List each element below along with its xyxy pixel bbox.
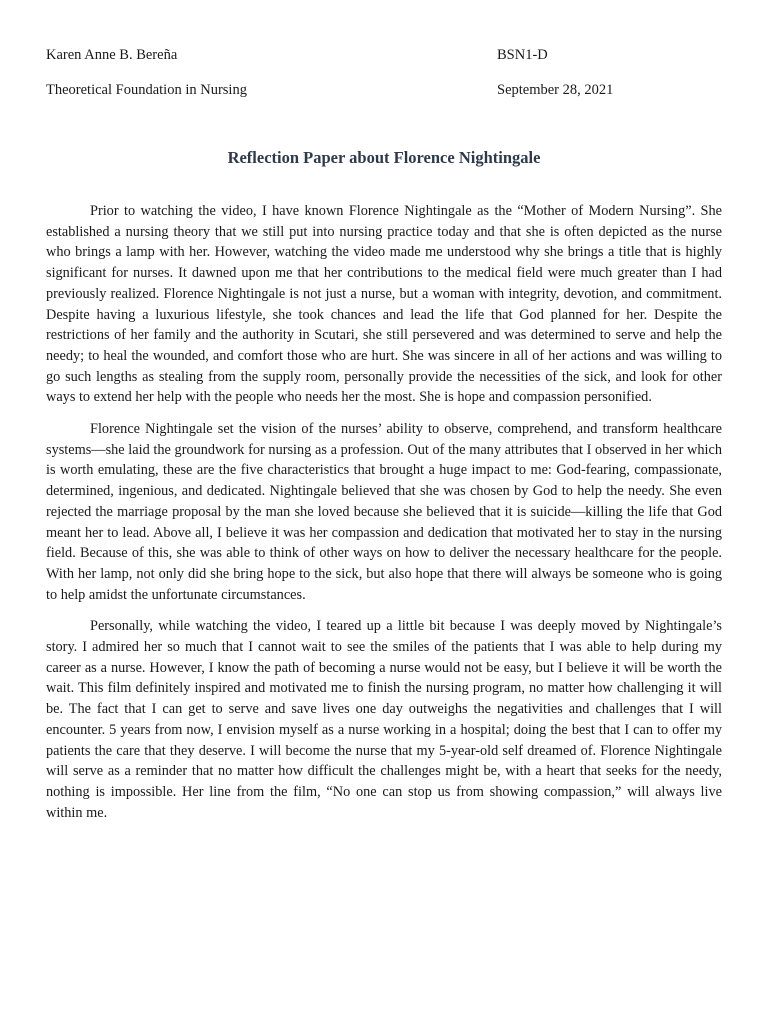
- document-title: Reflection Paper about Florence Nightingale: [227, 148, 541, 167]
- paragraph-2: Florence Nightingale set the vision of the nurses’ ability to observe, comprehend, and transform healthcare systems—she laid the groundwork for nursing as a profession. Out of the many attributes that I observed in her which is worth emulating, these are the five characteristics that brought a huge impact to me: God-fearing, compassionate, determined, ingenious, and dedicated. Nightingale believed that she was chosen by God to help the needy. She even rejected the marriage proposal by the man she loved because she believed that it is suicide—killing the life that God meant her to lead. Above all, I believe it was her compassion and dedication that motivated her to stay in the nursing field. Because of this, she was able to think of other ways on how to deliver the necessary healthcare for the people. With her lamp, not only did she bring hope to the sick, but also hope that there will always be someone who is going to help amidst the unfortunate circumstances.: [46, 421, 722, 603]
- author-name: Karen Anne B. Bereña: [46, 47, 178, 63]
- paragraph-1: Prior to watching the video, I have known Florence Nightingale as the “Mother of Modern Nursing”. She established a nursing theory that we still put into nursing practice today and that she is often depicted as the nurse who brings a lamp with her. However, watching the video made me understood why she brings a title that is highly significant for nurses. It dawned upon me that her contributions to the medical field were much greater than I had previously realized. Florence Nightingale is not just a nurse, but a woman with integrity, devotion, and commitment. Despite having a luxurious lifestyle, she took chances and lead the life that God planned for her. Despite the restrictions of her family and the authority in Scutari, she still persevered and was determined to serve and help the needy; to heal the wounded, and comfort those who are hurt. She was sincere in all of her actions and was willing to go such lengths as stealing from the supply room, personally provide the necessities of the sick, and look for other ways to extend her help with the people who needs her the most. She is hope and compassion personified.: [46, 203, 722, 406]
- document-body: [46, 201, 722, 834]
- course-name: Theoretical Foundation in Nursing: [46, 82, 247, 98]
- section-code: BSN1-D: [497, 47, 548, 63]
- document-date: September 28, 2021: [497, 82, 614, 98]
- paragraph-3: Personally, while watching the video, I teared up a little bit because I was deeply moved by Nightingale’s story. I admired her so much that I cannot wait to see the smiles of the patients that I was able to help during my career as a nurse. However, I know the path of becoming a nurse would not be easy, but I believe it will be worth the wait. This film definitely inspired and motivated me to finish the nursing program, no matter how challenging it will be. The fact that I can get to serve and save lives one day outweighs the negativities and challenges that I will encounter. 5 years from now, I envision myself as a nurse working in a hospital; doing the best that I can to offer my patients the care that they deserve. I will become the nurse that my 5-year-old self dreamed of. Florence Nightingale will serve as a reminder that no matter how difficult the challenges might be, with a heart that seeks for the needy, nothing is impossible. Her line from the film, “No one can stop us from showing compassion,” will always live within me.: [46, 618, 722, 821]
